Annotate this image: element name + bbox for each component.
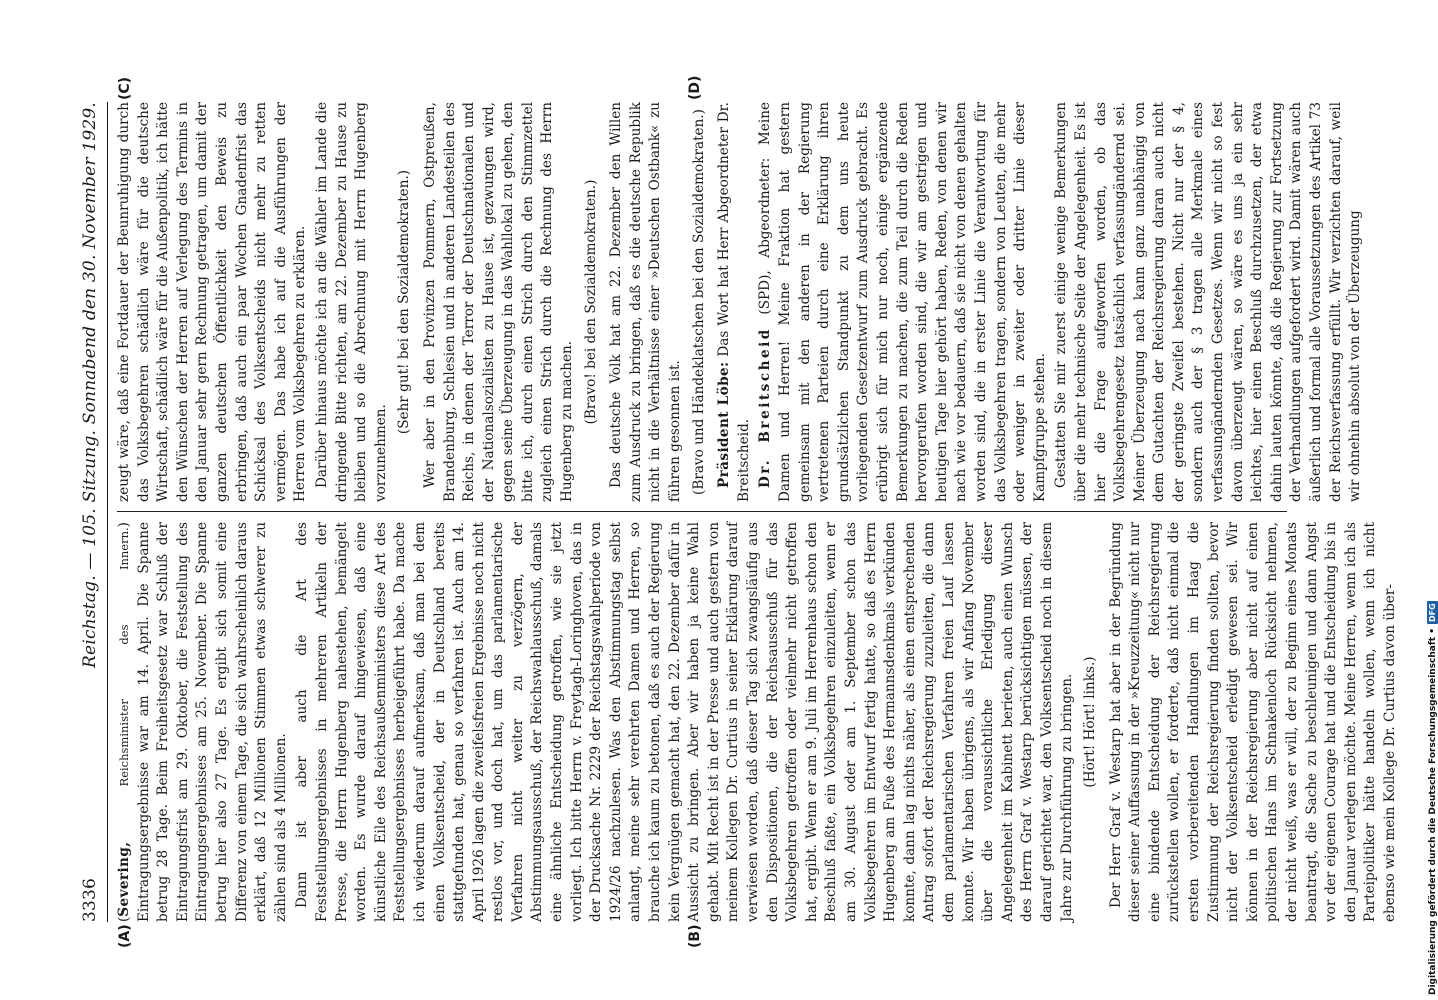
digitization-credit xyxy=(1427,5,1438,995)
president-paragraph xyxy=(715,102,754,502)
paragraph-text: (SPD), Abgeordneter: Meine Damen und Herren! Meine Fraktion hat gestern gemeinsam mit den anderen in der Regierung vertretenen Parteien durch eine Erklärung ihren grundsätzlichen Standpunkt zu dem uns heute vorliegenden Gesetzentwurf zum Ausdruck gebracht. Es erübrigt sich für mich nur noch, einige ergänzende Bemerkungen zu machen, die zum Teil durch die Reden hervorgerufen worden sind, die wir am gestrigen und heutigen Tage hier gehört haben, Reden, von denen wir nach wie vor bedauern, daß sie nicht von denen gehalten worden sind, die in erster Linie die Verantwortung für das Volksbegehren tragen, sondern von Leuten, die mehr oder weniger in zweiter oder dritter Linie dieser Kampfgruppe stehen. xyxy=(757,101,1048,502)
right-paragraph: Das deutsche Volk hat am 22. Dezember den Willen zum Ausdruck zu bringen, daß es die deutsche Republik nicht in die Verhältnisse einer »Deutschen Ostbank« zu führen gesonnen ist. xyxy=(608,102,684,502)
margin-mark-c: (C) xyxy=(117,76,133,100)
header-rule xyxy=(107,102,108,922)
margin-mark-b: (B) xyxy=(687,924,703,948)
interjection: (Hört! Hört! links.) xyxy=(1082,656,1099,788)
president-text: Das Wort hat Herr Abgeordneter Dr. Breitscheid. xyxy=(716,102,752,502)
president-name: Präsident Löbe: xyxy=(716,361,733,488)
page-title: Reichstag. — 105. Sitzung. Sonnabend den 30. November 1929. xyxy=(80,102,100,668)
left-paragraph: Der Herr Graf v. Westarp hat aber in der Begründung dieser seiner Auffassung in der »Kreuzzeitung« nicht nur eine bindende Entscheidung der Reichsregierung zurückstellen wollen, er forderte, daß nicht einmal die ersten vorbereitenden Handlungen im Haag die Zustimmung der Reichsregierung finden sollten, bevor nicht der Volksentscheid erledigt gewesen sei. Wir können in der Reichsregierung aber nicht auf einen politischen Hans im Schnakenloch Rücksicht nehmen, der nicht weiß, was er will, der zu Beginn eines Monats beantragt, die Sache zu beschleunigen und dann Angst vor der eigenen Courage hat und die Entscheidung bis in den Januar verlegen möchte. Meine Herren, wenn ich als Parteipolitiker hätte handeln wollen, wenn ich nicht ebenso wie mein Kollege Dr. Curtius davon über- xyxy=(1107,522,1398,922)
speaker-role: Reichsminister des Innern. xyxy=(117,527,131,787)
speaker-name: Severing, xyxy=(116,841,132,917)
right-column xyxy=(115,101,1364,502)
column-divider xyxy=(117,511,1287,512)
breitscheid-paragraph xyxy=(756,102,1050,502)
right-paragraph: Gestatten Sie mir zuerst einige wenige Bemerkungen über die mehr technische Seite der Angelegenheit. Es ist hier die Frage aufgeworfen worden, ob das Volksbegehrengesetz tatsächlich verfassungändernd sei. Meiner Überzeugung nach kann ganz unabhängig von dem Gutachten der Reichsregierung daran auch nicht der geringste Zweifel bestehen. Nicht nur der § 4, sondern auch der § 3 tragen alle Merkmale eines verfassungändernden Gesetzes. Wenn wir nicht so fest davon überzeugt wären, so wäre es uns ja ein sehr leichtes, hier einen Beschluß durchzusetzen, der etwa dahin lauten könnte, daß die Regierung zur Fortsetzung der Verhandlungen aufgefordert wird. Damit wären auch äußerlich und formal alle Voraussetzungen des Artikel 73 der Reichsverfassung erfüllt. Wir verzichten darauf, weil wir ohnehin absolut von der Überzeugung xyxy=(1053,102,1364,502)
credit-text: Digitalisierung gefördert durch die Deutsche Forschungsgemeinschaft • xyxy=(1427,628,1438,995)
interjection: (Bravo! bei den Sozialdemokraten.) xyxy=(582,179,599,425)
right-paragraph: Darüber hinaus möchte ich an die Wähler im Lande die dringende Bitte richten, am 22. Dezember zu Hause zu bleiben und so die Abrechnung mit Herrn Hugenberg vorzunehmen. xyxy=(313,102,389,502)
page-number: 3336 xyxy=(80,877,100,922)
margin-mark-d: (D) xyxy=(687,75,703,100)
margin-mark-a: (A) xyxy=(117,924,133,948)
speaker-name: Dr. Breitscheid xyxy=(757,327,774,488)
right-paragraph: zeugt wäre, daß eine Fortdauer der Beunruhigung durch das Volksbegehren schädlich wäre für die deutsche Wirtschaft, schädlich wäre für die Außenpolitik, ich hätte den Wünschen der Herren auf Verlegung des Termins in den Januar sehr gern Rechnung getragen, um damit der ganzen deutschen Öffentlichkeit den Beweis zu erbringen, daß auch ein paar Wochen Gnadenfrist das Schicksal des Volksentscheids nicht mehr zu retten vermögen. Das habe ich auf die Ausführungen der Herren vom Volksbegehren zu erklären. xyxy=(116,102,309,502)
interjection: (Bravo und Händeklatschen bei den Sozialdemokraten.) xyxy=(690,109,707,495)
dfg-logo: DFG xyxy=(1428,603,1437,623)
left-paragraph: Dann ist aber auch die Art des Feststellungsergebnisses in mehreren Artikeln der Presse, die Herrn Hugenberg nahestehen, bemängelt worden. Es wurde darauf hingewiesen, daß eine künstliche Eile des Reichsaußenministers diese Art des Feststellungsergebnisses herbeigeführt habe. Da mache ich wiederum darauf aufmerksam, daß man bei dem einen Volksentscheid, der in Deutschland bereits stattgefunden hat, genau so verfahren ist. Auch am 14. April 1926 lagen die zweifelsfreien Ergebnisse noch nicht restlos vor, und doch hat, um das parlamentarische Verfahren nicht weiter zu verzögern, der Abstimmungsausschuß, der Reichswahlausschuß, damals eine ähnliche Entscheidung getroffen, wie sie jetzt vorliegt. Ich bitte Herrn v. Freytagh-Loringhoven, das in der Drucksache Nr. 2229 der Reichstagswahlperiode von 1924/26 nachzulesen. Was den Abstimmungstag selbst anlangt, meine sehr verehrten Damen und Herren, so brauche ich kaum zu betonen, daß es auch der Regierung kein Vergnügen gemacht hat, den 22. Dezember dafür in Aussicht zu bringen. Aber wir haben ja keine Wahl gehabt. Mit Recht ist in der Presse und auch gestern von meinem Kollegen Dr. Curtius in seiner Erklärung darauf verwiesen worden, daß dieser Tag sich zwangsläufig aus den Dispositionen, die der Reichsausschuß für das Volksbegehren getroffen oder vielmehr nicht getroffen hat, ergibt. Wenn er am 9. Juli im Herrenhaus schon den Beschluß faßte, ein Volksbegehren einzuleiten, wenn er am 30. August oder am 1. September schon das Volksbegehren im Entwurf fertig hatte, so daß es Herrn Hugenberg am Fuße des Hermannsdenkmals verkünden konnte, dann lag nichts näher, als einen entsprechenden Antrag sofort der Reichsregierung zuzuleiten, die dann dem parlamentarischen Verfahren freien Lauf lassen konnte. Wir haben übrigens, als wir Anfang November über die voraussichtliche Erledigung dieser Angelegenheit im Kabinett berieten, auch einen Wunsch des Herrn Graf v. Westarp berücksichtigen müssen, der darauf gerichtet war, den Volksentscheid noch in diesem Jahre zur Durchführung zu bringen. xyxy=(294,522,1075,922)
left-column xyxy=(115,522,1398,922)
page-header xyxy=(75,102,105,922)
paragraph-text: Eintragungsergebnisse war am 14. April. Die Spanne betrug 28 Tage. Beim Freiheitsgesetz war Schluß der Eintragungsfrist am 29. Oktober, die Feststellung des Eintragungsergebnisses am 25. November. Die Spanne betrug hier also 27 Tage. Es ergibt sich somit eine Differenz von einem Tage, die sich wahrscheinlich daraus erklärt, daß 12 Millionen Stimmen etwas schwerer zu zählen sind als 4 Millionen. xyxy=(135,522,289,922)
left-paragraph: (Severing, Reichsminister des Innern.) Eintragungsergebnisse war am 14. April. Die Spanne betrug 28 Tage. Beim Freiheitsgesetz war Schluß der Eintragungsfrist am 29. Oktober, die Feststellung des Eintragungsergebnisses am 25. November. Die Spanne betrug hier also 27 Tage. Es ergibt sich somit eine Differenz von einem Tage, die sich wahrscheinlich daraus erklärt, daß 12 Millionen Stimmen etwas schwerer zu zählen sind als 4 Millionen. xyxy=(116,522,289,922)
right-paragraph: Wer aber in den Provinzen Pommern, Ostpreußen, Brandenburg, Schlesien und in anderen Landesteilen des Reichs, in denen der Terror der Deutschnationalen und der Nationalsozialisten zu Hause ist, gezwungen wird, gegen seine Überzeugung in das Wahllokal zu gehen, den bitte ich, durch einen Strich durch den Stimmzettel zugleich einen Strich durch die Rechnung des Herrn Hugenberg zu machen. xyxy=(421,102,576,502)
interjection: (Sehr gut! bei den Sozialdemokraten.) xyxy=(396,169,413,435)
newspaper-page xyxy=(75,75,1398,948)
